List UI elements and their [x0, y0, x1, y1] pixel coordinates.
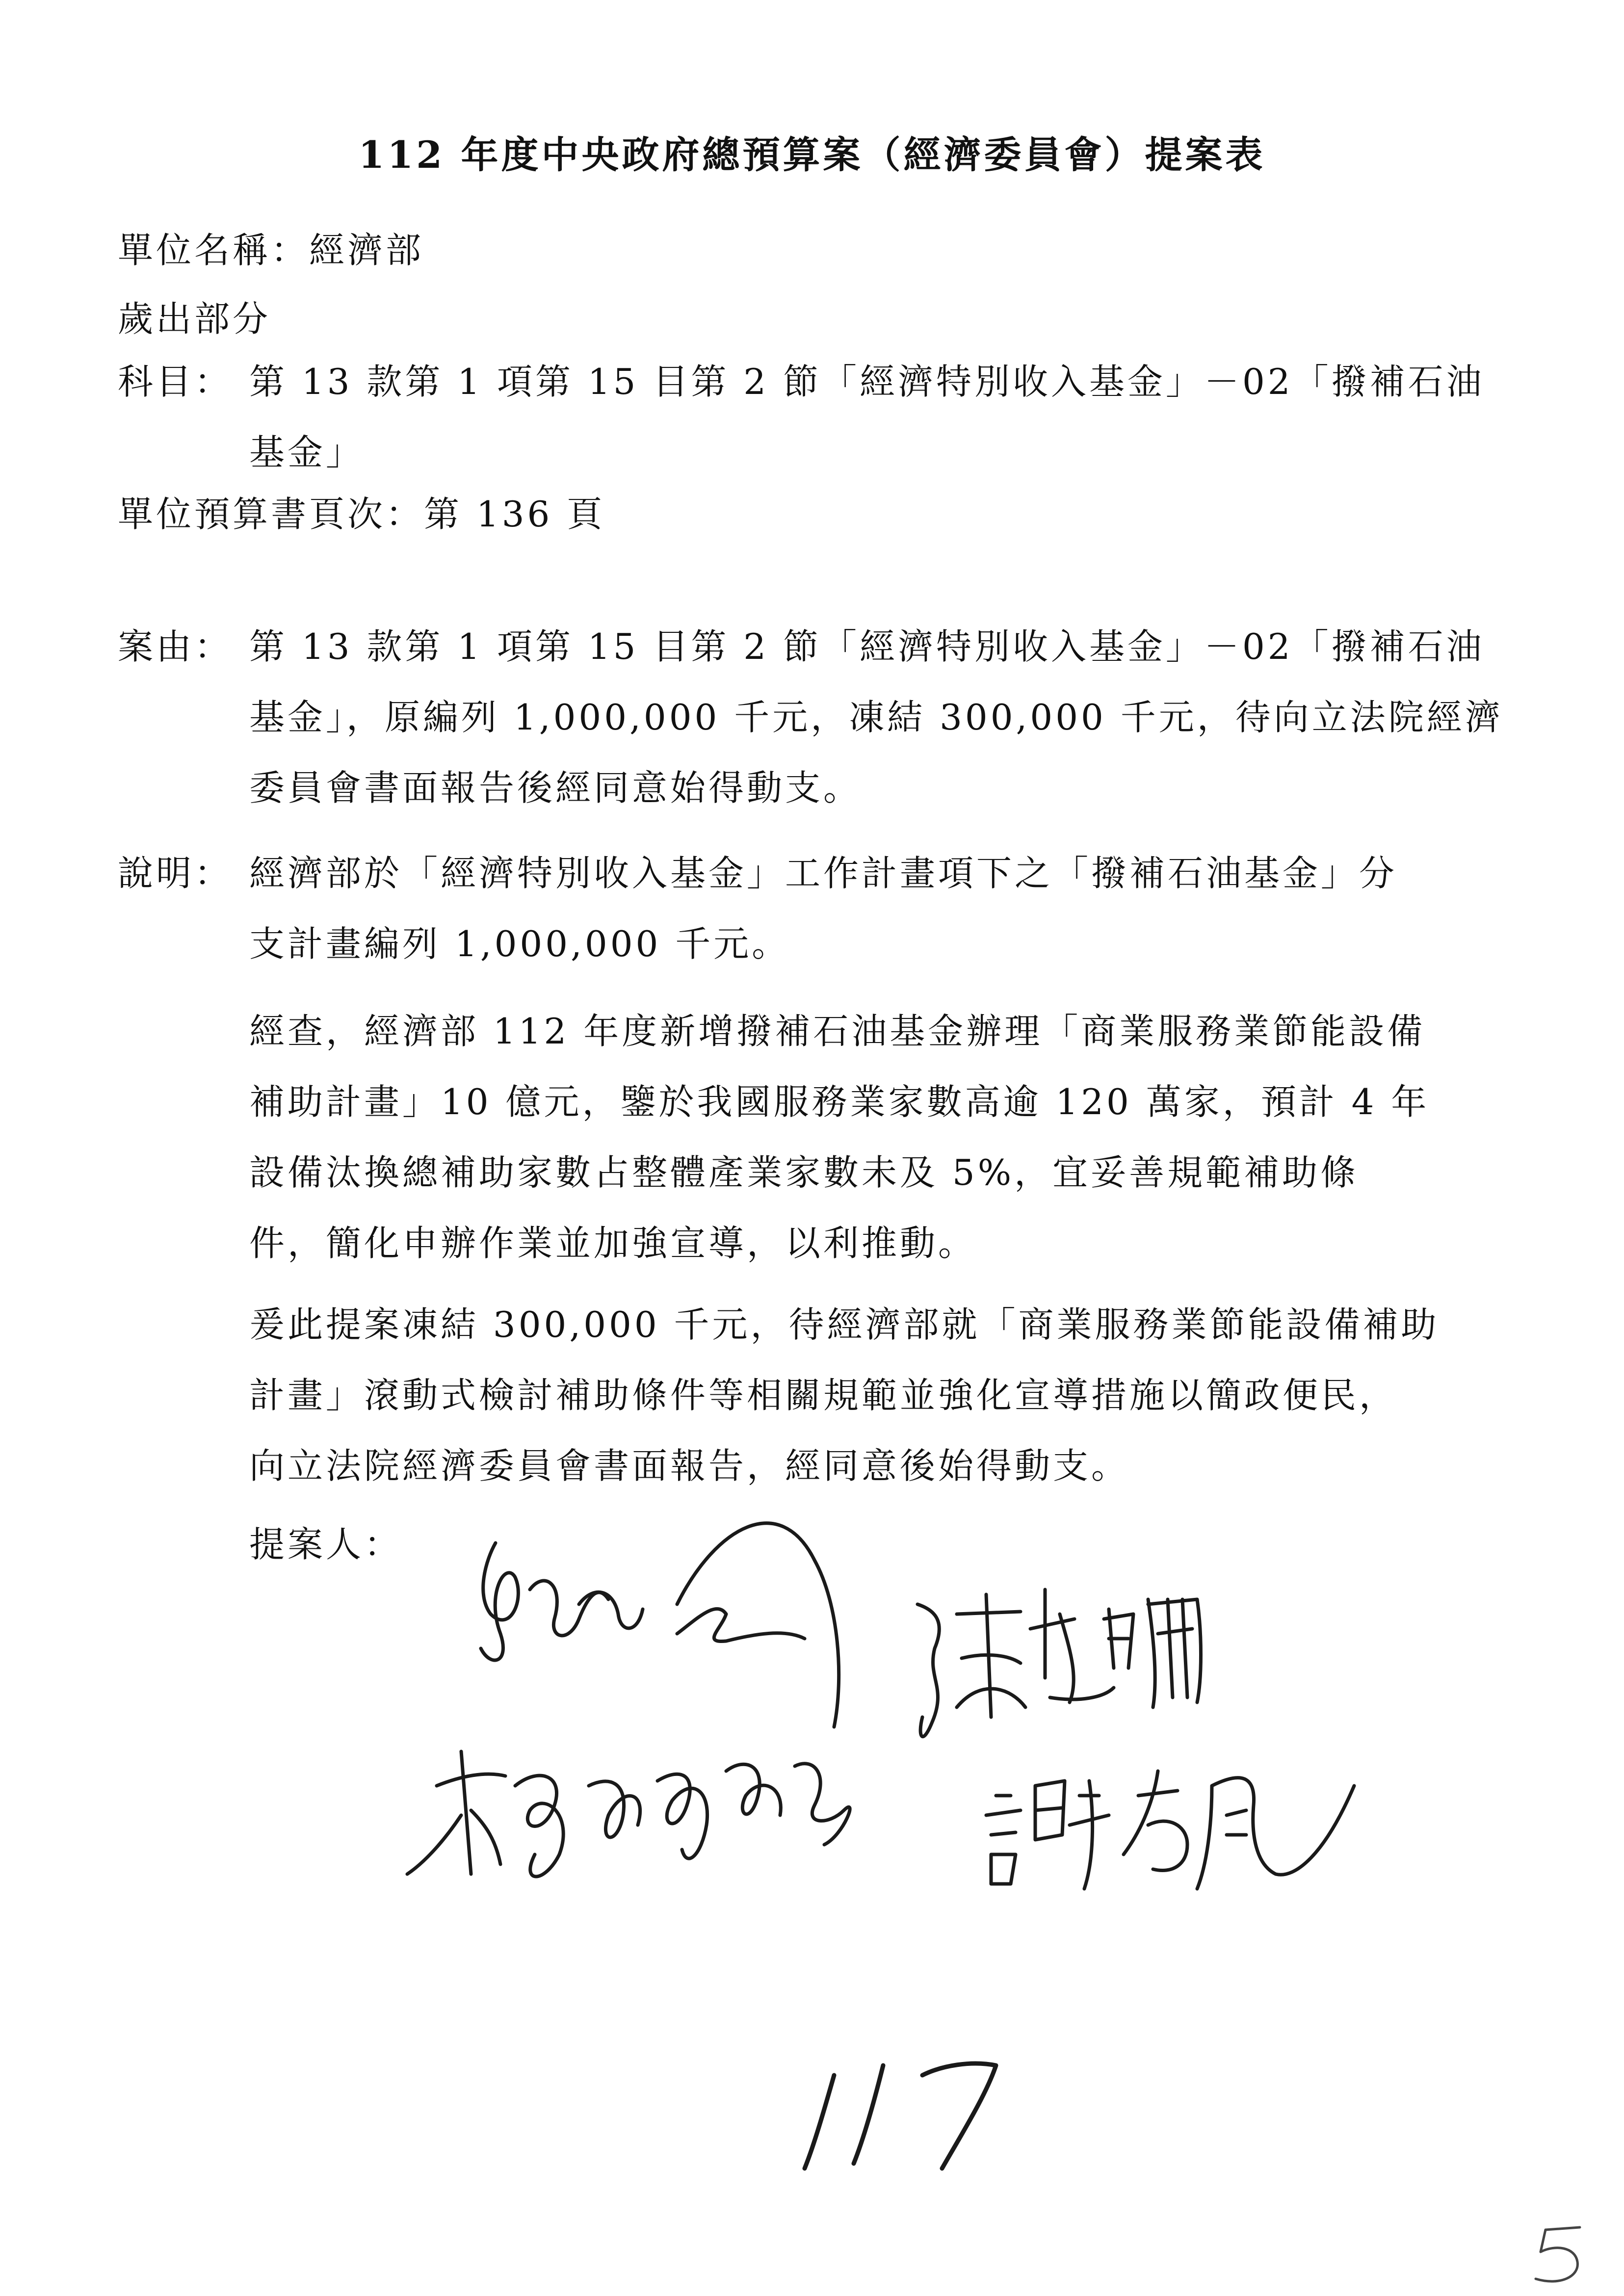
subject-line: 基金」 [249, 432, 365, 473]
paragraph-line: 補助計畫」10 億元，鑒於我國服務業家數高逾 120 萬家，預計 4 年 [249, 1081, 1430, 1122]
signature-3 [407, 1751, 850, 1877]
paragraph-line: 計畫」滾動式檢討補助條件等相關規範並強化宣導措施以簡政便民， [249, 1375, 1398, 1416]
explanation-line: 經濟部於「經濟特別收入基金」工作計畫項下之「撥補石油基金」分 [249, 853, 1398, 894]
handwritten-page-number [1536, 2227, 1580, 2281]
paragraph-line: 經查，經濟部 112 年度新增撥補石油基金辦理「商業服務業節能設備 [249, 1011, 1426, 1052]
handwritten-number-117 [805, 2063, 996, 2168]
subject-line: 第 13 款第 1 項第 15 目第 2 節「經濟特別收入基金」－02「撥補石油 [249, 361, 1485, 402]
signature-2 [917, 1590, 1201, 1737]
case-line: 第 13 款第 1 項第 15 目第 2 節「經濟特別收入基金」－02「撥補石油 [249, 626, 1485, 667]
paragraph-line: 爰此提案凍結 300,000 千元，待經濟部就「商業服務業節能設備補助 [249, 1304, 1440, 1345]
paragraph-line: 向立法院經濟委員會書面報告，經同意後始得動支。 [249, 1445, 1130, 1487]
unit-name: 單位名稱：經濟部 [118, 230, 424, 271]
section-label: 歲出部分 [118, 298, 271, 339]
case-line: 委員會書面報告後經同意始得動支。 [249, 767, 862, 809]
paragraph-line: 設備汰換總補助家數占整體產業家數未及 5%，宜妥善規範補助條 [249, 1152, 1359, 1193]
explanation-line: 支計畫編列 1,000,000 千元。 [249, 923, 790, 965]
explanation-label: 說明： [118, 853, 233, 894]
signature-1 [481, 1523, 839, 1727]
proposer-label: 提案人： [249, 1524, 403, 1565]
case-label: 案由： [118, 626, 233, 667]
subject-label: 科目： [118, 361, 233, 402]
paragraph-line: 件，簡化申辦作業並加強宣導，以利推動。 [249, 1223, 977, 1264]
signature-4 [986, 1771, 1354, 1889]
budget-page-ref: 單位預算書頁次：第 136 頁 [118, 494, 605, 535]
case-line: 基金」，原編列 1,000,000 千元，凍結 300,000 千元，待向立法院經濟 [249, 697, 1503, 738]
document-title: 112 年度中央政府總預算案（經濟委員會）提案表 [358, 133, 1266, 177]
